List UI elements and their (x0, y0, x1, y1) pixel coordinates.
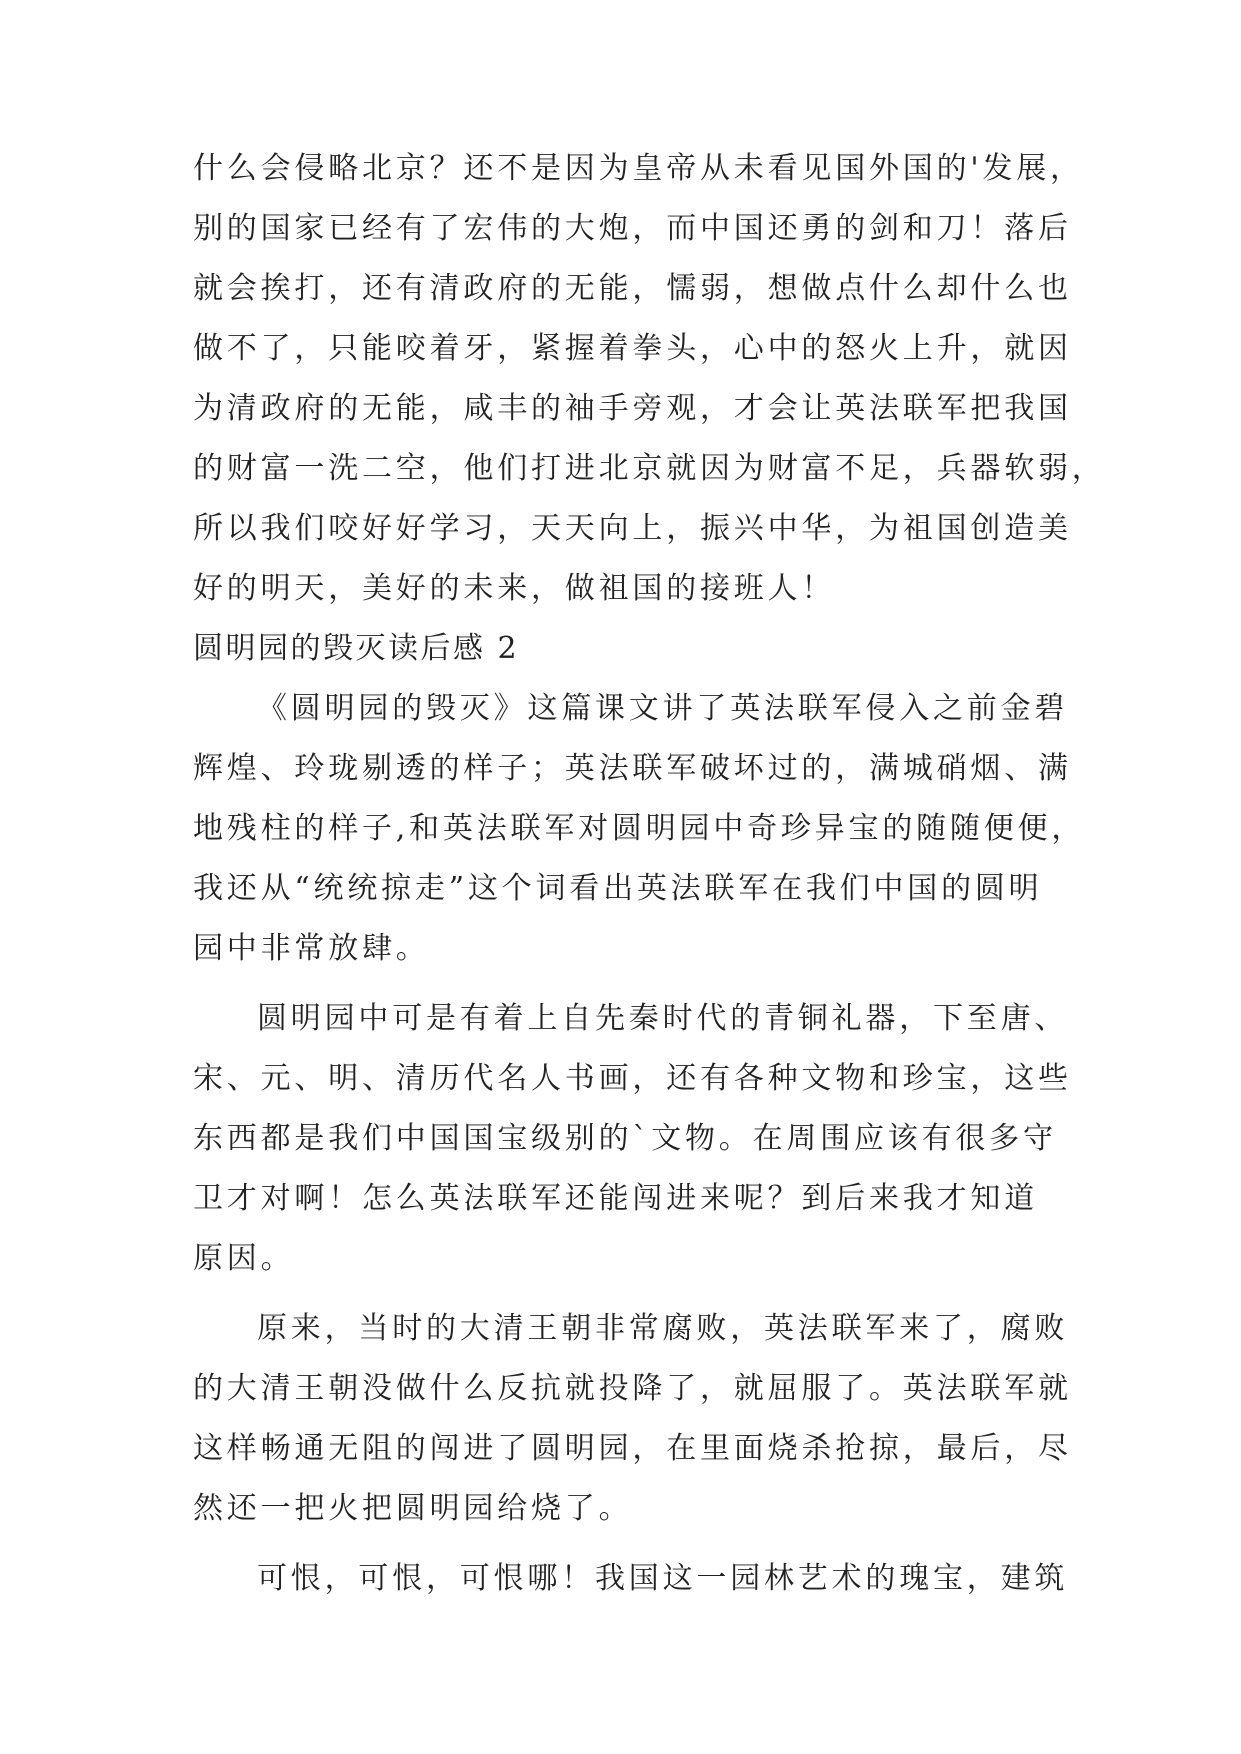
text-line: 为清政府的无能，咸丰的袖手旁观，才会让英法联军把我国 (193, 391, 1072, 426)
text-line: 就会挨打，还有清政府的无能，懦弱，想做点什么却什么也 (193, 271, 1072, 306)
text-line: 我还从“统统掠走”这个词看出英法联军在我们中国的圆明 (193, 871, 1043, 906)
text-line: 原因。 (193, 1241, 295, 1276)
paragraph-spacing (193, 979, 1073, 989)
text-line: 原来，当时的大清王朝非常腐败，英法联军来了，腐败 (257, 1311, 1069, 1346)
text-line: 做不了，只能咬着牙，紧握着拳头，心中的怒火上升，就因 (193, 331, 1072, 366)
text-line: 卫才对啊！怎么英法联军还能闯进来呢？到后来我才知道 (193, 1181, 1038, 1216)
paragraph-spacing (193, 1539, 1073, 1549)
text-line: 东西都是我们中国国宝级别的`文物。在周围应该有很多守 (193, 1121, 1057, 1156)
text-line: 什么会侵略北京？还不是因为皇帝从未看见国外国的'发展， (193, 151, 1084, 186)
text-line: 然还一把火把圆明园给烧了。 (193, 1491, 633, 1526)
text-line: 《圆明园的毁灭》这篇课文讲了英法联军侵入之前金碧 (257, 691, 1069, 726)
text-line: 的财富一洗二空，他们打进北京就因为财富不足，兵器软弱， (193, 451, 1106, 486)
text-line: 好的明天，美好的未来，做祖国的接班人！ (193, 571, 836, 606)
text-line: 圆明园中可是有着上自先秦时代的青铜礼器，下至唐、 (257, 1001, 1069, 1036)
paragraph-4 (193, 1549, 1073, 1609)
section-heading: 圆明园的毁灭读后感 2 (193, 631, 520, 666)
text-line: 这样畅通无阻的闯进了圆明园，在里面烧杀抢掠，最后，尽 (193, 1431, 1072, 1466)
text-line: 所以我们咬好好学习，天天向上，振兴中华，为祖国创造美 (193, 511, 1072, 546)
paragraph-spacing (193, 1289, 1073, 1299)
text-line: 可恨，可恨，可恨哪！我国这一园林艺术的瑰宝，建筑 (257, 1561, 1069, 1596)
text-line: 别的国家已经有了宏伟的大炮，而中国还勇的剑和刀！落后 (193, 211, 1072, 246)
document-body (193, 139, 1106, 1609)
paragraph-1 (193, 679, 1086, 979)
text-line: 园中非常放肆。 (193, 931, 430, 966)
text-line: 辉煌、玲珑剔透的样子；英法联军破坏过的，满城硝烟、满 (193, 751, 1072, 786)
paragraph-2 (193, 989, 1073, 1289)
text-line: 宋、元、明、清历代名人书画，还有各种文物和珍宝，这些 (193, 1061, 1072, 1096)
text-line: 的大清王朝没做什么反抗就投降了，就屈服了。英法联军就 (193, 1371, 1072, 1406)
text-line: 地残柱的样子,和英法联军对圆明园中奇珍异宝的随随便便， (193, 811, 1086, 846)
paragraph-intro (193, 139, 1106, 619)
paragraph-3 (193, 1299, 1073, 1539)
